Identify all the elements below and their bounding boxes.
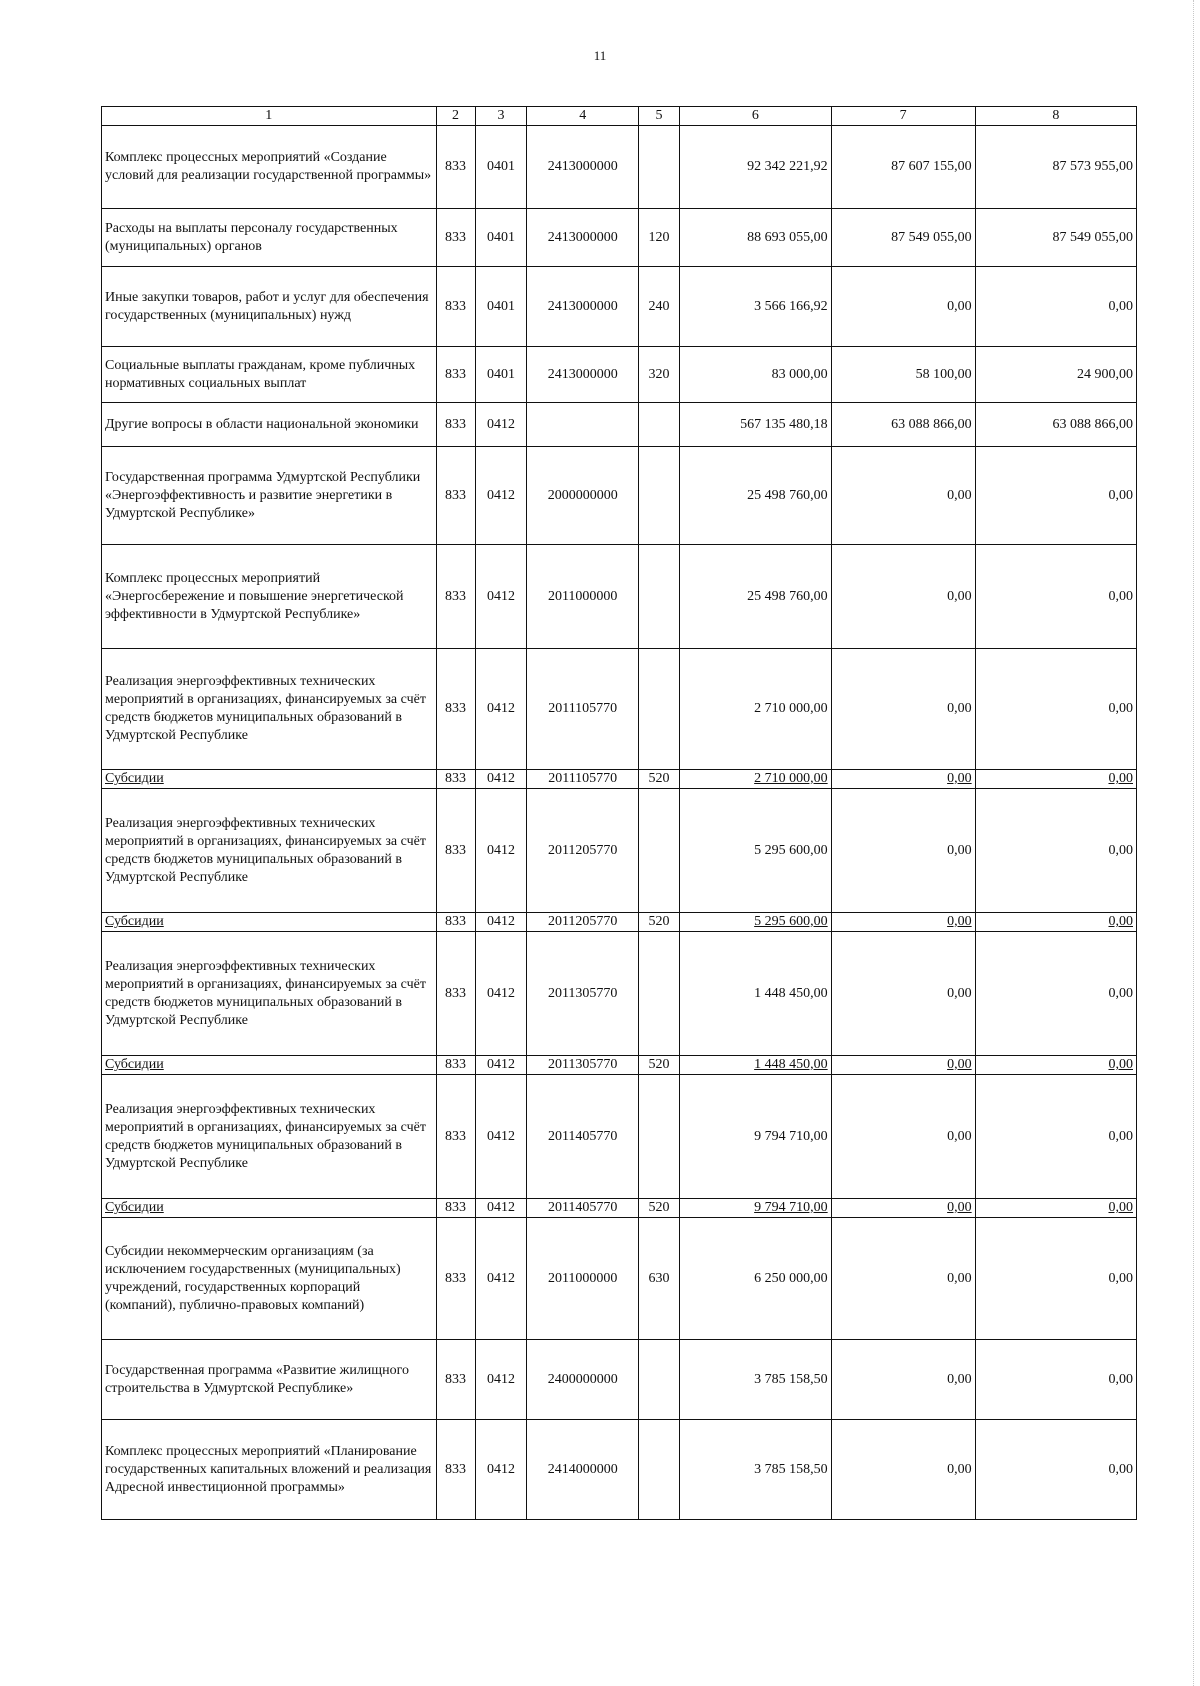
- cell-amount-7: 63 088 866,00: [831, 403, 975, 447]
- cell-amount-6: 25 498 760,00: [680, 545, 832, 649]
- cell-section-code: 0401: [475, 267, 527, 347]
- cell-amount-7: 0,00: [831, 447, 975, 545]
- cell-section-code: 0412: [475, 649, 527, 770]
- row-name: Социальные выплаты гражданам, кроме публичных нормативных социальных выплат: [102, 347, 437, 403]
- row-name: Комплекс процессных мероприятий «Энергосбережение и повышение энергетической эффективности в Удмуртской Республике»: [102, 545, 437, 649]
- cell-target-code: 2011405770: [527, 1199, 639, 1218]
- cell-amount-8: 0,00: [975, 1420, 1136, 1520]
- cell-expense-type: 520: [638, 770, 679, 789]
- cell-section-code: 0412: [475, 932, 527, 1056]
- row-name: Реализация энергоэффективных технических мероприятий в организациях, финансируемых за счёт средств бюджетов муниципальных образований в Удмуртской Республике: [102, 1075, 437, 1199]
- cell-admin-code: 833: [436, 1199, 475, 1218]
- cell-amount-6: 92 342 221,92: [680, 126, 832, 209]
- cell-section-code: 0412: [475, 1075, 527, 1199]
- cell-amount-8: 0,00: [975, 1218, 1136, 1340]
- cell-section-code: 0412: [475, 1340, 527, 1420]
- cell-amount-8: 24 900,00: [975, 347, 1136, 403]
- cell-amount-6: 2 710 000,00: [680, 770, 832, 789]
- cell-amount-6: 25 498 760,00: [680, 447, 832, 545]
- table-row: [102, 770, 1137, 789]
- row-name: Реализация энергоэффективных технических мероприятий в организациях, финансируемых за счёт средств бюджетов муниципальных образований в Удмуртской Республике: [102, 649, 437, 770]
- cell-amount-6: 2 710 000,00: [680, 649, 832, 770]
- row-name: Субсидии: [102, 770, 437, 789]
- cell-expense-type: [638, 403, 679, 447]
- cell-target-code: 2011305770: [527, 932, 639, 1056]
- cell-amount-6: 5 295 600,00: [680, 789, 832, 913]
- row-name: Реализация энергоэффективных технических мероприятий в организациях, финансируемых за счёт средств бюджетов муниципальных образований в Удмуртской Республике: [102, 789, 437, 913]
- header-row: [102, 107, 1137, 126]
- cell-admin-code: 833: [436, 932, 475, 1056]
- table-row: [102, 1218, 1137, 1340]
- cell-expense-type: 520: [638, 1199, 679, 1218]
- cell-admin-code: 833: [436, 913, 475, 932]
- cell-amount-8: 0,00: [975, 913, 1136, 932]
- cell-admin-code: 833: [436, 1075, 475, 1199]
- cell-target-code: 2011205770: [527, 913, 639, 932]
- cell-amount-6: 6 250 000,00: [680, 1218, 832, 1340]
- cell-amount-8: 0,00: [975, 649, 1136, 770]
- page-number: 11: [593, 48, 607, 63]
- cell-target-code: 2011205770: [527, 789, 639, 913]
- cell-amount-7: 0,00: [831, 770, 975, 789]
- cell-section-code: 0412: [475, 1420, 527, 1520]
- cell-target-code: 2400000000: [527, 1340, 639, 1420]
- cell-amount-7: 87 607 155,00: [831, 126, 975, 209]
- cell-admin-code: 833: [436, 403, 475, 447]
- cell-expense-type: [638, 789, 679, 913]
- cell-section-code: 0412: [475, 447, 527, 545]
- cell-amount-6: 83 000,00: [680, 347, 832, 403]
- cell-expense-type: [638, 126, 679, 209]
- cell-amount-6: 9 794 710,00: [680, 1199, 832, 1218]
- table-row: [102, 403, 1137, 447]
- row-name: Комплекс процессных мероприятий «Создание условий для реализации государственной программы»: [102, 126, 437, 209]
- cell-section-code: 0401: [475, 126, 527, 209]
- table-row: [102, 209, 1137, 267]
- cell-amount-7: 0,00: [831, 913, 975, 932]
- cell-expense-type: [638, 447, 679, 545]
- cell-amount-8: 0,00: [975, 770, 1136, 789]
- row-name: Субсидии: [102, 1056, 437, 1075]
- cell-expense-type: [638, 649, 679, 770]
- cell-admin-code: 833: [436, 1420, 475, 1520]
- cell-amount-7: 0,00: [831, 267, 975, 347]
- cell-expense-type: 520: [638, 1056, 679, 1075]
- cell-amount-6: 1 448 450,00: [680, 932, 832, 1056]
- cell-amount-6: 9 794 710,00: [680, 1075, 832, 1199]
- cell-amount-7: 58 100,00: [831, 347, 975, 403]
- cell-target-code: 2011105770: [527, 770, 639, 789]
- cell-section-code: 0412: [475, 1199, 527, 1218]
- header-col-2: 2: [436, 107, 475, 126]
- cell-section-code: 0412: [475, 770, 527, 789]
- cell-amount-8: 0,00: [975, 932, 1136, 1056]
- cell-target-code: 2011000000: [527, 545, 639, 649]
- table-row: [102, 126, 1137, 209]
- table-row: [102, 1199, 1137, 1218]
- row-name: Государственная программа Удмуртской Республики «Энергоэффективность и развитие энергетики в Удмуртской Республике»: [102, 447, 437, 545]
- cell-amount-6: 1 448 450,00: [680, 1056, 832, 1075]
- cell-amount-6: 88 693 055,00: [680, 209, 832, 267]
- cell-amount-7: 0,00: [831, 789, 975, 913]
- row-name: Субсидии некоммерческим организациям (за исключением государственных (муниципальных) учреждений, государственных корпораций (компаний), публично-правовых компаний): [102, 1218, 437, 1340]
- cell-admin-code: 833: [436, 545, 475, 649]
- cell-amount-8: 87 549 055,00: [975, 209, 1136, 267]
- cell-amount-8: 0,00: [975, 789, 1136, 913]
- cell-target-code: 2011105770: [527, 649, 639, 770]
- cell-amount-7: 0,00: [831, 1340, 975, 1420]
- cell-amount-8: 0,00: [975, 1199, 1136, 1218]
- scan-edge: [1192, 0, 1194, 1686]
- header-col-6: 6: [680, 107, 832, 126]
- table-row: [102, 1056, 1137, 1075]
- cell-target-code: 2000000000: [527, 447, 639, 545]
- table-row: [102, 545, 1137, 649]
- cell-admin-code: 833: [436, 1056, 475, 1075]
- table-row: [102, 932, 1137, 1056]
- cell-section-code: 0412: [475, 403, 527, 447]
- budget-table: [101, 106, 1137, 1520]
- table-row: [102, 913, 1137, 932]
- cell-amount-7: 0,00: [831, 1199, 975, 1218]
- row-name: Реализация энергоэффективных технических мероприятий в организациях, финансируемых за счёт средств бюджетов муниципальных образований в Удмуртской Республике: [102, 932, 437, 1056]
- header-col-3: 3: [475, 107, 527, 126]
- cell-admin-code: 833: [436, 347, 475, 403]
- cell-expense-type: 320: [638, 347, 679, 403]
- cell-amount-6: 3 785 158,50: [680, 1420, 832, 1520]
- cell-amount-8: 0,00: [975, 267, 1136, 347]
- cell-amount-8: 0,00: [975, 1075, 1136, 1199]
- row-name: Субсидии: [102, 913, 437, 932]
- cell-admin-code: 833: [436, 789, 475, 913]
- cell-amount-7: 0,00: [831, 1218, 975, 1340]
- cell-expense-type: 520: [638, 913, 679, 932]
- cell-target-code: 2414000000: [527, 1420, 639, 1520]
- cell-target-code: 2413000000: [527, 267, 639, 347]
- row-name: Субсидии: [102, 1199, 437, 1218]
- cell-target-code: 2011305770: [527, 1056, 639, 1075]
- cell-admin-code: 833: [436, 267, 475, 347]
- cell-amount-6: 567 135 480,18: [680, 403, 832, 447]
- cell-amount-8: 87 573 955,00: [975, 126, 1136, 209]
- table-row: [102, 267, 1137, 347]
- cell-section-code: 0412: [475, 545, 527, 649]
- cell-admin-code: 833: [436, 1218, 475, 1340]
- cell-admin-code: 833: [436, 209, 475, 267]
- cell-amount-7: 87 549 055,00: [831, 209, 975, 267]
- header-col-7: 7: [831, 107, 975, 126]
- table-row: [102, 789, 1137, 913]
- cell-expense-type: 630: [638, 1218, 679, 1340]
- cell-amount-6: 3 566 166,92: [680, 267, 832, 347]
- cell-section-code: 0412: [475, 1218, 527, 1340]
- cell-expense-type: [638, 1075, 679, 1199]
- cell-admin-code: 833: [436, 447, 475, 545]
- cell-section-code: 0401: [475, 347, 527, 403]
- cell-expense-type: 240: [638, 267, 679, 347]
- cell-amount-8: 0,00: [975, 1340, 1136, 1420]
- table-row: [102, 347, 1137, 403]
- cell-expense-type: 120: [638, 209, 679, 267]
- cell-amount-8: 63 088 866,00: [975, 403, 1136, 447]
- table-row: [102, 1420, 1137, 1520]
- row-name: Другие вопросы в области национальной экономики: [102, 403, 437, 447]
- cell-amount-8: 0,00: [975, 545, 1136, 649]
- cell-amount-7: 0,00: [831, 1420, 975, 1520]
- table-row: [102, 447, 1137, 545]
- cell-target-code: 2413000000: [527, 126, 639, 209]
- header-col-1: 1: [102, 107, 437, 126]
- cell-amount-8: 0,00: [975, 1056, 1136, 1075]
- cell-admin-code: 833: [436, 1340, 475, 1420]
- cell-amount-7: 0,00: [831, 649, 975, 770]
- cell-admin-code: 833: [436, 770, 475, 789]
- header-col-5: 5: [638, 107, 679, 126]
- cell-target-code: 2011405770: [527, 1075, 639, 1199]
- header-col-4: 4: [527, 107, 639, 126]
- cell-amount-8: 0,00: [975, 447, 1136, 545]
- cell-amount-7: 0,00: [831, 1056, 975, 1075]
- cell-expense-type: [638, 932, 679, 1056]
- cell-expense-type: [638, 1340, 679, 1420]
- cell-amount-7: 0,00: [831, 932, 975, 1056]
- cell-section-code: 0412: [475, 789, 527, 913]
- cell-admin-code: 833: [436, 126, 475, 209]
- cell-section-code: 0401: [475, 209, 527, 267]
- row-name: Расходы на выплаты персоналу государственных (муниципальных) органов: [102, 209, 437, 267]
- cell-expense-type: [638, 545, 679, 649]
- cell-target-code: 2413000000: [527, 347, 639, 403]
- table-row: [102, 1075, 1137, 1199]
- cell-amount-6: 5 295 600,00: [680, 913, 832, 932]
- cell-admin-code: 833: [436, 649, 475, 770]
- cell-section-code: 0412: [475, 1056, 527, 1075]
- cell-target-code: 2011000000: [527, 1218, 639, 1340]
- header-col-8: 8: [975, 107, 1136, 126]
- cell-amount-6: 3 785 158,50: [680, 1340, 832, 1420]
- table-row: [102, 649, 1137, 770]
- cell-section-code: 0412: [475, 913, 527, 932]
- cell-target-code: [527, 403, 639, 447]
- row-name: Иные закупки товаров, работ и услуг для обеспечения государственных (муниципальных) нужд: [102, 267, 437, 347]
- cell-amount-7: 0,00: [831, 545, 975, 649]
- row-name: Государственная программа «Развитие жилищного строительства в Удмуртской Республике»: [102, 1340, 437, 1420]
- cell-amount-7: 0,00: [831, 1075, 975, 1199]
- cell-target-code: 2413000000: [527, 209, 639, 267]
- cell-expense-type: [638, 1420, 679, 1520]
- row-name: Комплекс процессных мероприятий «Планирование государственных капитальных вложений и реализация Адресной инвестиционной программы»: [102, 1420, 437, 1520]
- table-row: [102, 1340, 1137, 1420]
